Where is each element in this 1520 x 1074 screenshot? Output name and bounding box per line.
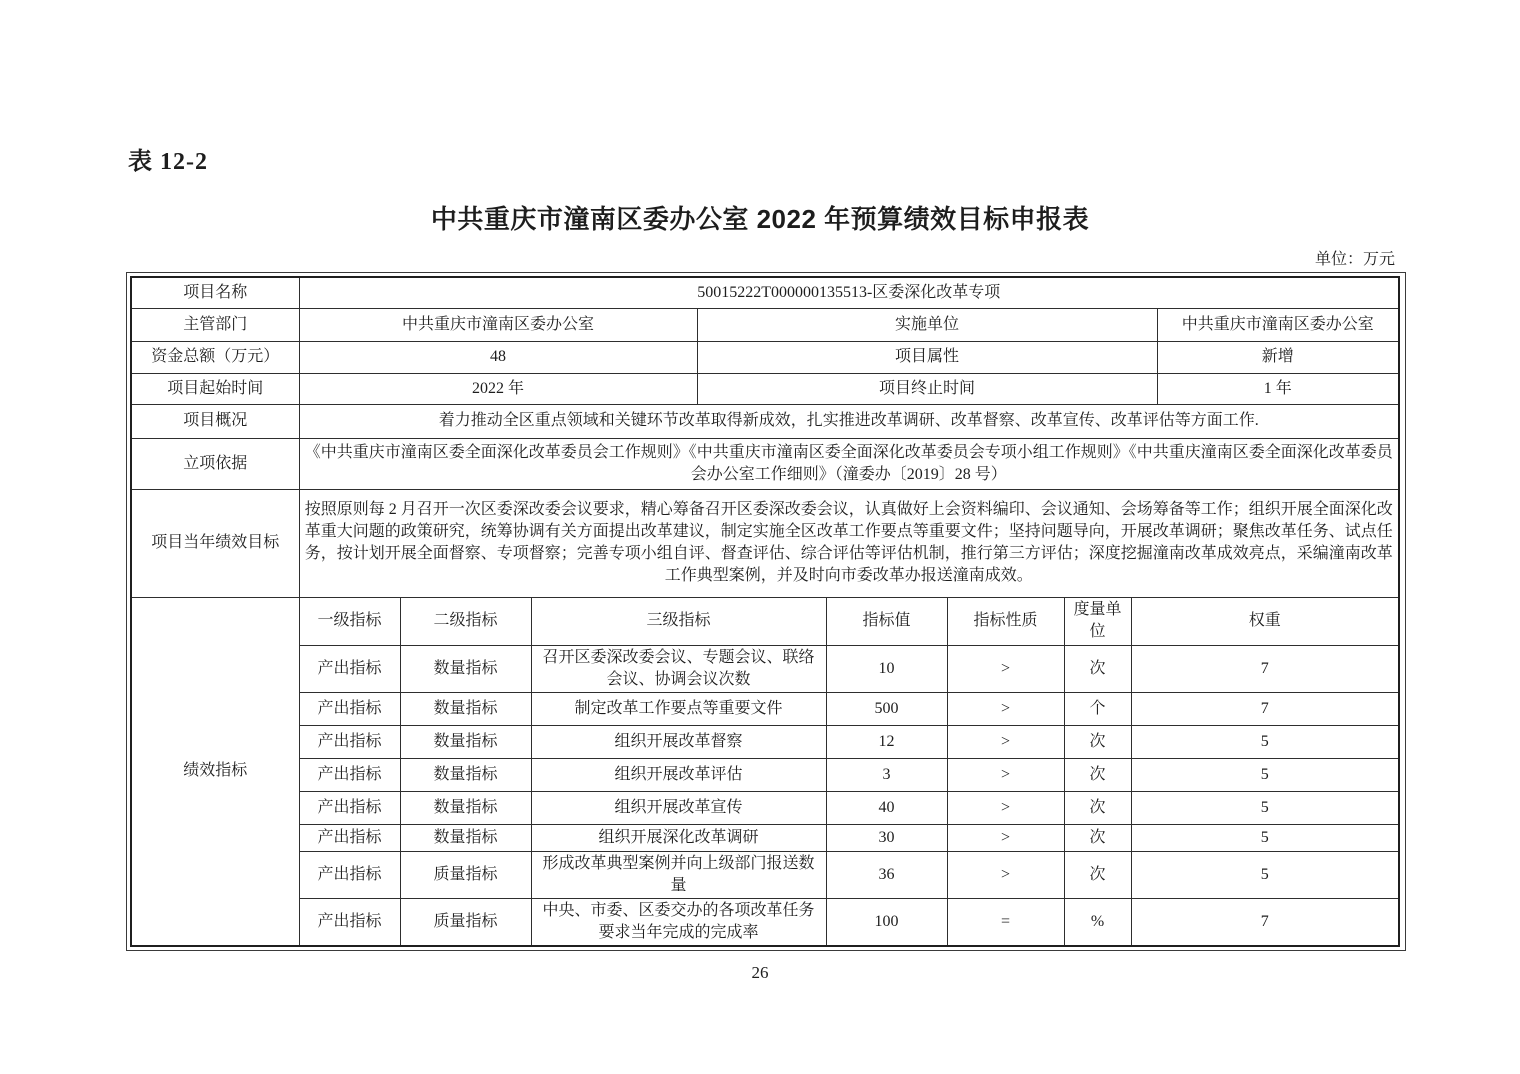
indicator-header-row [131, 597, 1399, 645]
department-row [131, 308, 1399, 341]
annual-goal-row [131, 489, 1399, 597]
start-time-value: 2022 年 [299, 373, 697, 404]
unit-cell: 次 [1064, 824, 1131, 851]
unit-cell: 个 [1064, 692, 1131, 725]
time-row [131, 373, 1399, 404]
basis-row [131, 438, 1399, 489]
nature-cell: > [947, 791, 1064, 824]
level2-cell: 数量指标 [400, 824, 531, 851]
end-time-value: 1 年 [1157, 373, 1399, 404]
level1-cell: 产出指标 [299, 791, 400, 824]
level3-cell: 组织开展深化改革调研 [531, 824, 826, 851]
impl-unit-value: 中共重庆市潼南区委办公室 [1157, 308, 1399, 341]
header-level3: 三级指标 [531, 597, 826, 645]
level2-cell: 质量指标 [400, 851, 531, 898]
level3-cell: 召开区委深改委会议、专题会议、联络会议、协调会议次数 [531, 645, 826, 692]
budget-performance-table [130, 276, 1400, 947]
overview-label: 项目概况 [131, 404, 299, 438]
nature-cell: > [947, 725, 1064, 758]
page-number: 26 [751, 963, 769, 982]
weight-cell: 5 [1131, 824, 1399, 851]
unit-cell: 次 [1064, 791, 1131, 824]
fund-label: 资金总额（万元） [131, 341, 299, 373]
level3-cell: 制定改革工作要点等重要文件 [531, 692, 826, 725]
weight-cell: 7 [1131, 645, 1399, 692]
level2-cell: 质量指标 [400, 898, 531, 946]
level3-cell: 组织开展改革督察 [531, 725, 826, 758]
indicator-row [131, 758, 1399, 791]
document-title: 中共重庆市潼南区委办公室 2022 年预算绩效目标申报表 [430, 204, 1090, 234]
value-cell: 40 [826, 791, 947, 824]
nature-cell: > [947, 824, 1064, 851]
nature-cell: > [947, 645, 1064, 692]
indicator-row [131, 791, 1399, 824]
weight-cell: 5 [1131, 851, 1399, 898]
table-number-label: 表 12-2 [128, 149, 208, 175]
value-cell: 30 [826, 824, 947, 851]
project-name-value: 50015222T000000135513-区委深化改革专项 [299, 277, 1399, 308]
level2-cell: 数量指标 [400, 645, 531, 692]
level1-cell: 产出指标 [299, 645, 400, 692]
attribute-label: 项目属性 [697, 341, 1157, 373]
unit-note: 单位：万元 [1314, 251, 1395, 268]
fund-value: 48 [299, 341, 697, 373]
value-cell: 100 [826, 898, 947, 946]
level1-cell: 产出指标 [299, 692, 400, 725]
overview-value: 着力推动全区重点领域和关键环节改革取得新成效，扎实推进改革调研、改革督察、改革宣传、改革评估等方面工作. [299, 404, 1399, 438]
weight-cell: 5 [1131, 725, 1399, 758]
performance-section-label: 绩效指标 [131, 597, 299, 946]
header-value: 指标值 [826, 597, 947, 645]
level3-cell: 组织开展改革评估 [531, 758, 826, 791]
header-level2: 二级指标 [400, 597, 531, 645]
weight-cell: 7 [1131, 692, 1399, 725]
level1-cell: 产出指标 [299, 851, 400, 898]
dept-label: 主管部门 [131, 308, 299, 341]
fund-row [131, 341, 1399, 373]
header-unit: 度量单位 [1064, 597, 1131, 645]
level2-cell: 数量指标 [400, 725, 531, 758]
unit-cell: 次 [1064, 851, 1131, 898]
header-nature: 指标性质 [947, 597, 1064, 645]
basis-label: 立项依据 [131, 438, 299, 489]
unit-cell: 次 [1064, 645, 1131, 692]
value-cell: 500 [826, 692, 947, 725]
indicator-row [131, 851, 1399, 898]
value-cell: 36 [826, 851, 947, 898]
level2-cell: 数量指标 [400, 758, 531, 791]
level1-cell: 产出指标 [299, 758, 400, 791]
level3-cell: 组织开展改革宣传 [531, 791, 826, 824]
indicator-row [131, 645, 1399, 692]
nature-cell: = [947, 898, 1064, 946]
weight-cell: 7 [1131, 898, 1399, 946]
level3-cell: 形成改革典型案例并向上级部门报送数量 [531, 851, 826, 898]
project-name-label: 项目名称 [131, 277, 299, 308]
impl-unit-label: 实施单位 [697, 308, 1157, 341]
dept-value: 中共重庆市潼南区委办公室 [299, 308, 697, 341]
level1-cell: 产出指标 [299, 725, 400, 758]
overview-row [131, 404, 1399, 438]
value-cell: 3 [826, 758, 947, 791]
annual-goal-label: 项目当年绩效目标 [131, 489, 299, 597]
end-time-label: 项目终止时间 [697, 373, 1157, 404]
attribute-value: 新增 [1157, 341, 1399, 373]
level2-cell: 数量指标 [400, 791, 531, 824]
level2-cell: 数量指标 [400, 692, 531, 725]
unit-cell: 次 [1064, 725, 1131, 758]
level3-cell: 中央、市委、区委交办的各项改革任务要求当年完成的完成率 [531, 898, 826, 946]
value-cell: 12 [826, 725, 947, 758]
nature-cell: > [947, 851, 1064, 898]
indicator-row [131, 898, 1399, 946]
value-cell: 10 [826, 645, 947, 692]
nature-cell: > [947, 758, 1064, 791]
header-level1: 一级指标 [299, 597, 400, 645]
unit-cell: 次 [1064, 758, 1131, 791]
project-name-row [131, 277, 1399, 308]
level1-cell: 产出指标 [299, 898, 400, 946]
level1-cell: 产出指标 [299, 824, 400, 851]
header-weight: 权重 [1131, 597, 1399, 645]
nature-cell: > [947, 692, 1064, 725]
indicator-row [131, 824, 1399, 851]
annual-goal-value: 按照原则每 2 月召开一次区委深改委会议要求，精心筹备召开区委深改委会议，认真做好上会资料编印、会议通知、会场筹备等工作；组织开展全面深化改革重大问题的政策研究，统筹协调有关方面提出改革建议，制定实施全区改革工作要点等重要文件；坚持问题导向，开展改革调研；聚焦改革任务、试点任务，按计划开展全面督察、专项督察；完善专项小组自评、督查评估、综合评估等评估机制，推行第三方评估；深度挖掘潼南改革成效亮点，采编潼南改革工作典型案例，并及时向市委改革办报送潼南成效。 [299, 489, 1399, 597]
indicator-row [131, 725, 1399, 758]
weight-cell: 5 [1131, 791, 1399, 824]
basis-value: 《中共重庆市潼南区委全面深化改革委员会工作规则》《中共重庆市潼南区委全面深化改革委员会专项小组工作规则》《中共重庆潼南区委全面深化改革委员会办公室工作细则》（潼委办〔2019〕28 号） [299, 438, 1399, 489]
weight-cell: 5 [1131, 758, 1399, 791]
start-time-label: 项目起始时间 [131, 373, 299, 404]
declaration-table [126, 272, 1406, 951]
unit-cell: % [1064, 898, 1131, 946]
indicator-row [131, 692, 1399, 725]
